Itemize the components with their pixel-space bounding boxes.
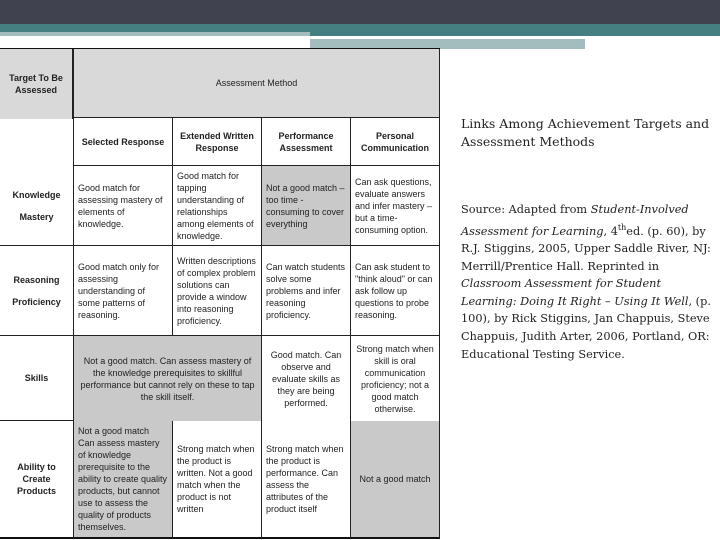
assessment-table [0, 48, 440, 539]
cell: Strong match when the product is written. Not a good match when the product is not written [173, 421, 262, 539]
book-title: Student-Involved Assessment for Learning [461, 203, 689, 238]
cell: Good match only for assessing understanding of some patterns of reasoning. [73, 246, 173, 336]
col-performance: Performance Assessment [262, 118, 351, 166]
row-reasoning: Reasoning Proficiency [0, 246, 74, 336]
cell: Good match for tapping understanding of relationships among elements of knowledge. [173, 166, 262, 246]
book-title: Classroom Assessment for Student Learning: Doing It Right – Using It Well [461, 277, 689, 308]
source-text: Source: Adapted from [461, 203, 591, 216]
cell: Good match. Can observe and evaluate skills as they are being performed. [262, 336, 351, 421]
cell: Good match for assessing mastery of elements of knowledge. [73, 166, 173, 246]
source-text: , 4 [603, 224, 618, 238]
source-citation [461, 201, 719, 363]
cell: Can ask student to "think aloud" or can ask follow up questions to probe reasoning. [351, 246, 440, 336]
cell: Can watch students solve some problems and infer reasoning proficiency. [262, 246, 351, 336]
cell: Strong match when skill is oral communication proficiency; not a good match otherwise. [351, 336, 440, 421]
cell: Not a good match – too time - consuming to cover everything [262, 166, 351, 246]
row-skills: Skills [0, 336, 74, 421]
cell: Can ask questions, evaluate answers and infer mastery – but a time-consuming option. [351, 166, 440, 246]
row-knowledge: Knowledge Mastery [0, 166, 74, 246]
source-text: , (p. 100), by Rick Stiggins, Jan Chappuis, Steve Chappuis, Judith Arter, 2006, Portland, OR: Educational Testing Service. [461, 294, 711, 361]
row-products: Ability to Create Products [0, 421, 74, 539]
top-dark-bar [0, 0, 720, 24]
col-personal: Personal Communication [351, 118, 440, 166]
light-stripe [0, 32, 310, 36]
teal-stripe [0, 24, 720, 32]
cell: Not a good match. Can assess mastery of the knowledge prerequisites to skillful performance but cannot rely on these to tap the skill itself. [73, 336, 262, 421]
cell: Not a good match [351, 421, 440, 539]
method-header: Assessment Method [73, 49, 440, 118]
col-extended: Extended Written Response [173, 118, 262, 166]
target-header: Target To Be Assessed [0, 49, 73, 119]
source-sup: th [617, 222, 627, 232]
source-text: ed. (p. 60), by R.J. Stiggins, 2005, Upper Saddle River, NJ: Merrill/Prentice Hall. Reprinted in [461, 224, 711, 273]
col-selected: Selected Response [73, 118, 173, 166]
cell: Written descriptions of complex problem solutions can provide a window into reasoning proficiency. [173, 246, 262, 336]
teal-stripe-right [310, 32, 720, 36]
slide-title: Links Among Achievement Targets and Assessment Methods [461, 116, 710, 149]
cell: Not a good match Can assess mastery of knowledge prerequisite to the ability to create quality products, but cannot use to assess the quality of products themselves. [73, 421, 173, 539]
cell: Strong match when the product is performance. Can assess the attributes of the product itself [262, 421, 351, 539]
